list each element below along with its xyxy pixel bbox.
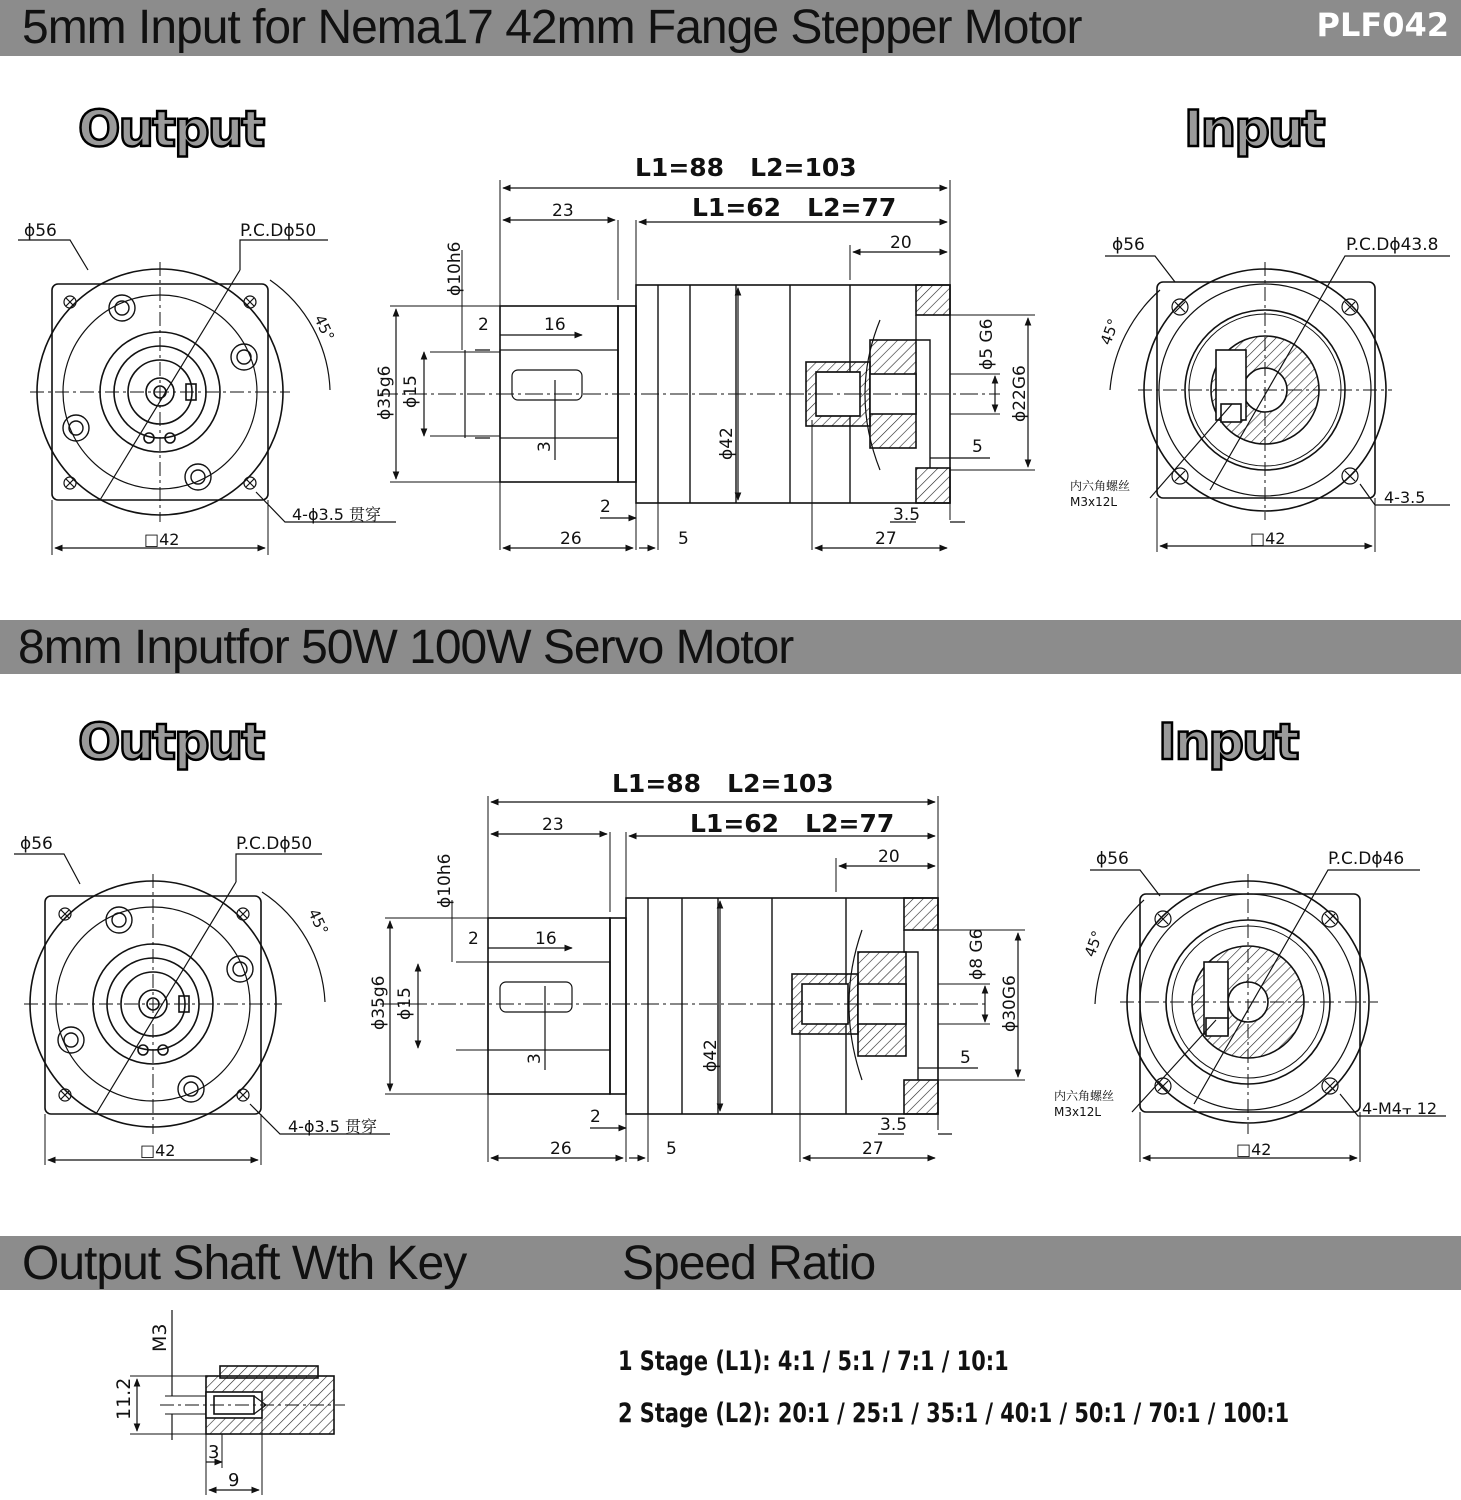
s1-in-bore: ϕ5 G6 (977, 318, 997, 370)
s1-pilot: ϕ35g6 (375, 365, 395, 420)
s1-side-view (380, 180, 1035, 550)
s2-in-pilot: ϕ30G6 (1000, 975, 1020, 1032)
s1-in-screw: M3x12L (1070, 495, 1118, 509)
s1-l-total: L1=88 L2=103 (635, 153, 857, 182)
s2-shaft: ϕ10h6 (435, 853, 455, 908)
s2-in-holes: 4-M4⫟ 12 (1362, 1099, 1438, 1118)
s2-d27: 27 (862, 1139, 884, 1159)
s1-in-holes: 4-3.5 (1384, 488, 1426, 507)
s1-d20: 20 (890, 233, 912, 253)
shaft-m3: M3 (149, 1323, 171, 1352)
section2-title: 8mm Inputfor 50W 100W Servo Motor (18, 621, 794, 674)
s2-key3: 3 (525, 1053, 545, 1064)
section2-output-header: Output (78, 713, 264, 771)
s1-key3: 3 (535, 441, 555, 452)
s2-d5b: 5 (666, 1139, 677, 1159)
s1-d15: ϕ15 (401, 375, 421, 408)
s1-l-body: L1=62 L2=77 (692, 193, 897, 222)
s2-input-view (1090, 870, 1446, 1162)
s2-d42: ϕ42 (701, 1039, 721, 1072)
s1-out-holes: 4-ϕ3.5 贯穿 (292, 505, 382, 524)
section2-input-header: Input (1158, 713, 1298, 771)
model-badge: PLF042 (1316, 6, 1449, 44)
s2-in-bore: ϕ8 G6 (967, 928, 987, 980)
section3-title-right: Speed Ratio (622, 1237, 876, 1290)
s1-out-square: □42 (144, 530, 180, 549)
s1-d5: 5 (972, 437, 983, 457)
s2-side-view (380, 796, 1025, 1162)
s1-d2: 2 (478, 315, 489, 335)
s2-in-pcd: P.C.Dϕ46 (1328, 849, 1405, 869)
s1-in-pilot: ϕ22G6 (1010, 365, 1030, 422)
s1-shaft: ϕ10h6 (445, 241, 465, 296)
s2-d16: 16 (535, 929, 557, 949)
s2-in-square: □42 (1236, 1140, 1272, 1159)
s1-d27: 27 (875, 529, 897, 549)
s1-d5b: 5 (678, 529, 689, 549)
s1-out-angle: 45° (310, 312, 338, 344)
s2-pilot: ϕ35g6 (369, 975, 389, 1030)
s2-in-angle: 45° (1080, 928, 1107, 960)
s2-in-screw-cn: 内六角螺丝 (1054, 1089, 1115, 1103)
s2-d2: 2 (468, 929, 479, 949)
s2-out-holes: 4-ϕ3.5 贯穿 (288, 1117, 378, 1136)
s2-in-dia: ϕ56 (1096, 849, 1129, 869)
speed-ratio-stage1: 1 Stage (L1): 4:1 / 5:1 / 7:1 / 10:1 (618, 1346, 1009, 1377)
s2-d35: 3.5 (880, 1115, 908, 1135)
s1-d42: ϕ42 (717, 427, 737, 460)
speed-ratio-stage2: 2 Stage (L2): 20:1 / 25:1 / 35:1 / 40:1 / 50:1 / 70:1 / 100:1 (618, 1398, 1290, 1429)
s2-out-dia: ϕ56 (20, 834, 53, 854)
s2-out-square: □42 (140, 1141, 176, 1160)
s1-out-dia: ϕ56 (24, 221, 57, 241)
s1-in-dia: ϕ56 (1112, 235, 1145, 255)
s1-d26: 26 (560, 529, 582, 549)
s1-in-screw-cn: 内六角螺丝 (1070, 479, 1131, 493)
s1-in-square: □42 (1250, 529, 1286, 548)
shaft-d3: 3 (208, 1442, 220, 1463)
s2-out-angle: 45° (304, 906, 332, 938)
s1-d16: 16 (544, 315, 566, 335)
s1-in-angle: 45° (1096, 316, 1123, 348)
section1-output-header: Output (78, 100, 264, 158)
s1-input-view (1105, 256, 1450, 552)
s2-d20: 20 (878, 847, 900, 867)
s2-in-screw: M3x12L (1054, 1105, 1102, 1119)
s2-d2b: 2 (590, 1107, 601, 1127)
s2-l-total: L1=88 L2=103 (612, 769, 834, 798)
s1-d35: 3.5 (893, 505, 921, 525)
s2-l-body: L1=62 L2=77 (690, 809, 895, 838)
s1-d2b: 2 (600, 497, 611, 517)
section1-title: 5mm Input for Nema17 42mm Fange Stepper Motor (22, 1, 1082, 54)
shaft-d9: 9 (228, 1470, 240, 1491)
s1-out-pcd: P.C.Dϕ50 (240, 221, 317, 241)
s1-in-pcd: P.C.Dϕ43.8 (1346, 235, 1439, 255)
section3-title-left: Output Shaft Wth Key (22, 1237, 467, 1290)
section1-input-header: Input (1184, 100, 1324, 158)
s2-d5: 5 (960, 1048, 971, 1068)
s2-out-pcd: P.C.Dϕ50 (236, 834, 313, 854)
s2-d15: ϕ15 (395, 987, 415, 1020)
s2-d23: 23 (542, 815, 564, 835)
s2-d26: 26 (550, 1139, 572, 1159)
shaft-d112: 11.2 (113, 1377, 135, 1420)
s1-d23: 23 (552, 201, 574, 221)
